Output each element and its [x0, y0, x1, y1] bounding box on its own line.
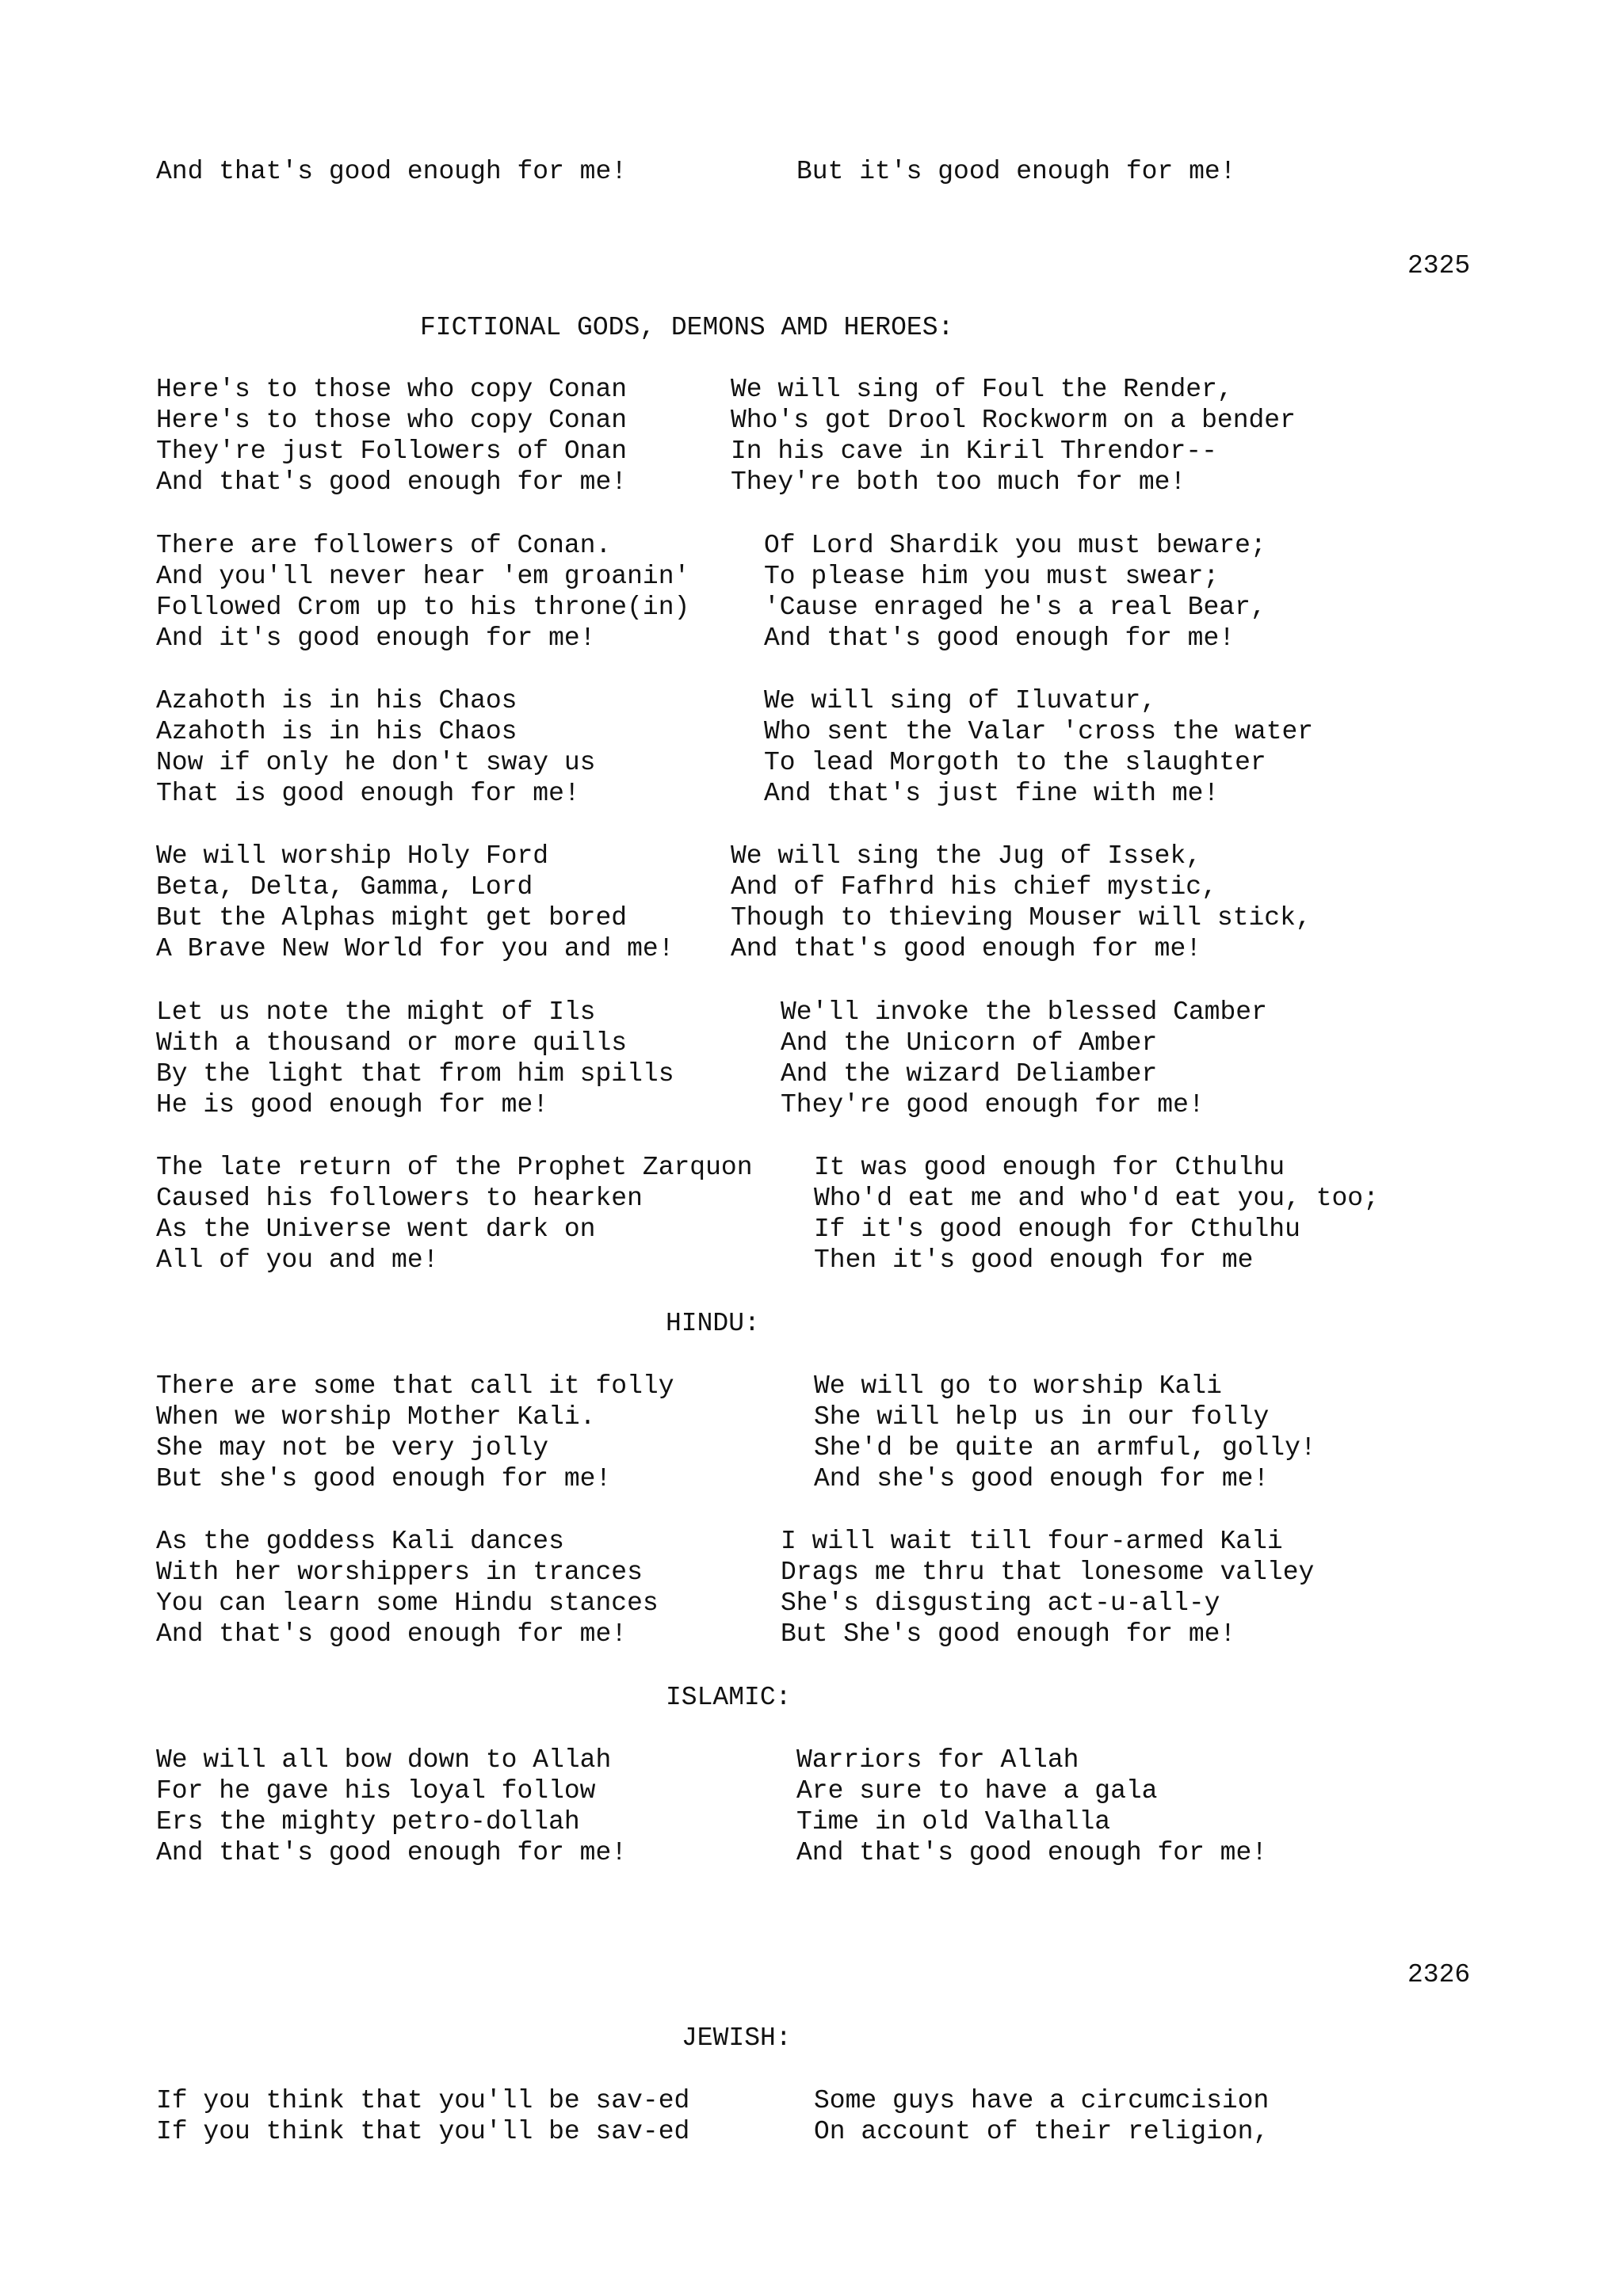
lyric-line-s6a1: The late return of the Prophet Zarquon	[156, 1153, 753, 1182]
lyric-line-s3a1: Azahoth is in his Chaos	[156, 686, 517, 715]
section-heading-h4: JEWISH:	[682, 2023, 792, 2053]
lyric-line-s2b3: 'Cause enraged he's a real Bear,	[764, 593, 1266, 622]
lyric-line-s7b4: And she's good enough for me!	[814, 1464, 1270, 1493]
lyric-line-s9b2: Are sure to have a gala	[796, 1776, 1158, 1806]
lyric-line-s3b1: We will sing of Iluvatur,	[764, 686, 1157, 715]
lyric-line-s1b4: They're both too much for me!	[731, 467, 1186, 497]
lyric-line-s5a3: By the light that from him spills	[156, 1059, 674, 1089]
section-heading-h1: FICTIONAL GODS, DEMONS AMD HEROES:	[420, 313, 954, 342]
lyric-line-s3a3: Now if only he don't sway us	[156, 748, 596, 777]
lyric-line-s9a2: For he gave his loyal follow	[156, 1776, 596, 1806]
lyric-line-s3b2: Who sent the Valar 'cross the water	[764, 717, 1314, 746]
lyric-line-s7a2: When we worship Mother Kali.	[156, 1402, 596, 1432]
lyric-line-s5b3: And the wizard Deliamber	[781, 1059, 1158, 1089]
lyric-line-s9b4: And that's good enough for me!	[796, 1838, 1268, 1867]
lyric-line-s1b3: In his cave in Kiril Threndor--	[731, 437, 1217, 466]
lyric-line-s9a3: Ers the mighty petro-dollah	[156, 1807, 580, 1836]
lyric-line-s10a2: If you think that you'll be sav-ed	[156, 2117, 690, 2146]
lyric-line-s3a4: That is good enough for me!	[156, 779, 580, 808]
lyric-line-s3b3: To lead Morgoth to the slaughter	[764, 748, 1266, 777]
lyric-line-s2a2: And you'll never hear 'em groanin'	[156, 562, 690, 591]
lyric-line-s8b3: She's disgusting act-u-all-y	[781, 1589, 1220, 1618]
lyric-line-s1b2: Who's got Drool Rockworm on a bender	[731, 406, 1296, 435]
lyric-line-s6a2: Caused his followers to hearken	[156, 1184, 643, 1213]
lyric-line-s2a4: And it's good enough for me!	[156, 624, 596, 653]
lyric-line-s1a2: Here's to those who copy Conan	[156, 406, 628, 435]
lyric-line-s7b2: She will help us in our folly	[814, 1402, 1270, 1432]
lyric-line-s7a1: There are some that call it folly	[156, 1371, 674, 1401]
lyric-line-s5b2: And the Unicorn of Amber	[781, 1028, 1158, 1058]
lyric-line-s4b4: And that's good enough for me!	[731, 934, 1202, 963]
lyric-line-l2: But it's good enough for me!	[796, 157, 1236, 186]
section-heading-h2: HINDU:	[666, 1309, 760, 1338]
page-number-pn2: 2326	[1407, 1960, 1471, 1989]
lyric-line-s8a3: You can learn some Hindu stances	[156, 1589, 659, 1618]
lyric-line-s10a1: If you think that you'll be sav-ed	[156, 2086, 690, 2115]
lyric-line-s4a2: Beta, Delta, Gamma, Lord	[156, 872, 533, 902]
lyric-line-s6b1: It was good enough for Cthulhu	[814, 1153, 1285, 1182]
lyric-line-s2b1: Of Lord Shardik you must beware;	[764, 531, 1266, 560]
lyric-line-s6a4: All of you and me!	[156, 1245, 439, 1275]
lyric-line-s7b3: She'd be quite an armful, golly!	[814, 1433, 1316, 1463]
lyric-line-s2b4: And that's good enough for me!	[764, 624, 1235, 653]
lyric-line-s3a2: Azahoth is in his Chaos	[156, 717, 517, 746]
lyric-line-s4b1: We will sing the Jug of Issek,	[731, 841, 1202, 871]
lyric-line-s5a2: With a thousand or more quills	[156, 1028, 628, 1058]
lyric-line-s1a1: Here's to those who copy Conan	[156, 375, 628, 404]
lyric-line-s8b4: But She's good enough for me!	[781, 1619, 1236, 1649]
lyric-line-s10b2: On account of their religion,	[814, 2117, 1270, 2146]
lyric-line-s8a4: And that's good enough for me!	[156, 1619, 628, 1649]
lyric-line-s5a1: Let us note the might of Ils	[156, 997, 596, 1027]
lyric-line-s8b2: Drags me thru that lonesome valley	[781, 1558, 1315, 1587]
lyric-line-s9b3: Time in old Valhalla	[796, 1807, 1111, 1836]
lyric-line-s7b1: We will go to worship Kali	[814, 1371, 1222, 1401]
lyric-line-s5b4: They're good enough for me!	[781, 1090, 1205, 1119]
lyric-line-s1a4: And that's good enough for me!	[156, 467, 628, 497]
lyric-line-s6b3: If it's good enough for Cthulhu	[814, 1215, 1300, 1244]
lyric-line-s10b1: Some guys have a circumcision	[814, 2086, 1270, 2115]
lyric-line-s7a3: She may not be very jolly	[156, 1433, 549, 1463]
lyric-line-s6b2: Who'd eat me and who'd eat you, too;	[814, 1184, 1379, 1213]
lyric-line-s6a3: As the Universe went dark on	[156, 1215, 596, 1244]
lyric-line-s8b1: I will wait till four-armed Kali	[781, 1527, 1283, 1556]
lyric-line-s5a4: He is good enough for me!	[156, 1090, 549, 1119]
section-heading-h3: ISLAMIC:	[666, 1683, 792, 1712]
lyric-line-s7a4: But she's good enough for me!	[156, 1464, 612, 1493]
lyric-line-s9a4: And that's good enough for me!	[156, 1838, 628, 1867]
lyric-line-s2b2: To please him you must swear;	[764, 562, 1220, 591]
lyric-line-l1: And that's good enough for me!	[156, 157, 628, 186]
lyric-line-s2a1: There are followers of Conan.	[156, 531, 612, 560]
lyric-line-s1b1: We will sing of Foul the Render,	[731, 375, 1233, 404]
lyric-line-s4a1: We will worship Holy Ford	[156, 841, 549, 871]
lyric-line-s4b3: Though to thieving Mouser will stick,	[731, 903, 1312, 933]
lyric-line-s4a3: But the Alphas might get bored	[156, 903, 628, 933]
lyric-line-s9b1: Warriors for Allah	[796, 1745, 1079, 1775]
lyric-line-s3b4: And that's just fine with me!	[764, 779, 1220, 808]
lyric-line-s9a1: We will all bow down to Allah	[156, 1745, 612, 1775]
page-number-pn1: 2325	[1407, 251, 1471, 280]
lyric-line-s6b4: Then it's good enough for me	[814, 1245, 1254, 1275]
lyric-line-s5b1: We'll invoke the blessed Camber	[781, 997, 1267, 1027]
lyric-line-s4a4: A Brave New World for you and me!	[156, 934, 674, 963]
lyric-line-s1a3: They're just Followers of Onan	[156, 437, 628, 466]
lyric-line-s2a3: Followed Crom up to his throne(in)	[156, 593, 690, 622]
lyric-line-s8a2: With her worshippers in trances	[156, 1558, 643, 1587]
lyric-line-s4b2: And of Fafhrd his chief mystic,	[731, 872, 1217, 902]
lyric-line-s8a1: As the goddess Kali dances	[156, 1527, 564, 1556]
